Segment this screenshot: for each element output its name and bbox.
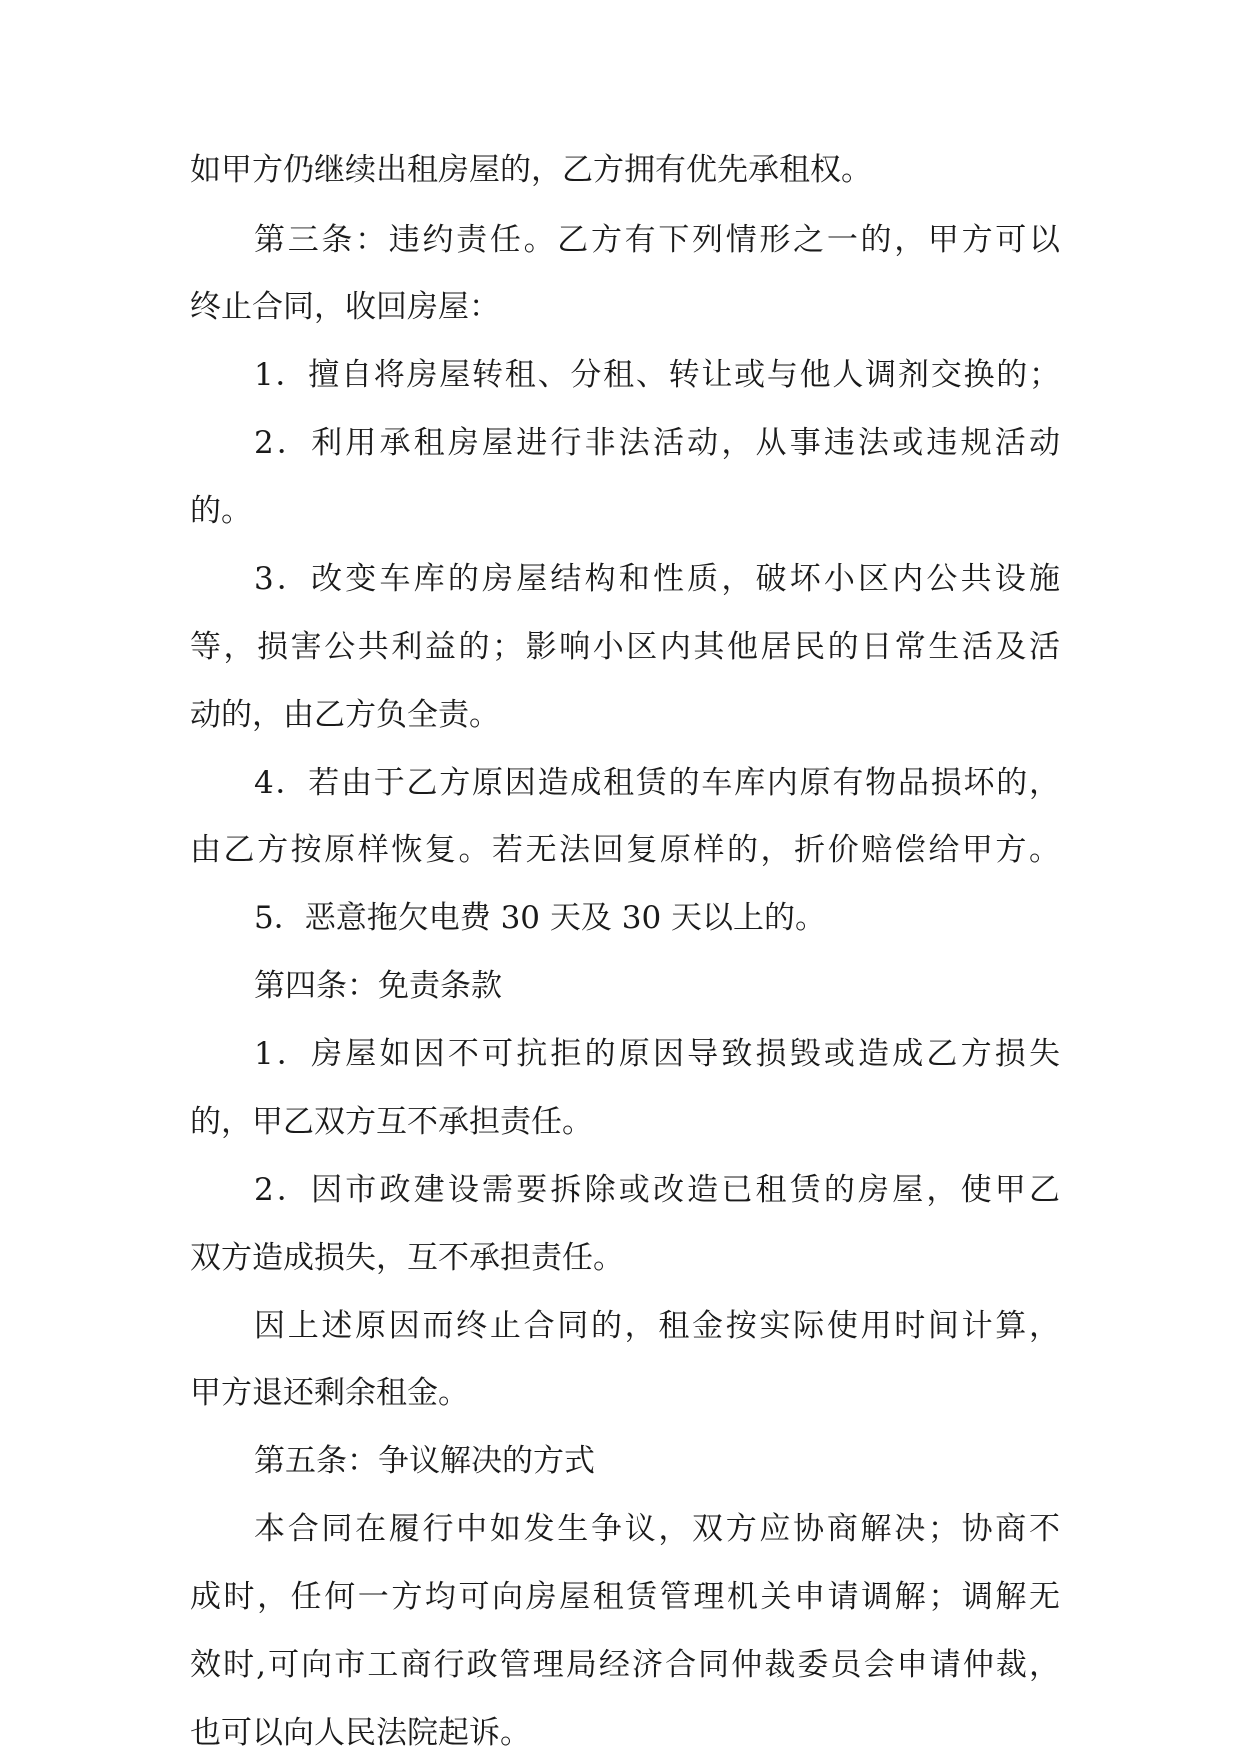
- text-line: 双方造成损失，互不承担责任。: [190, 1240, 624, 1276]
- text-line: 效时,可向市工商行政管理局经济合同仲裁委员会申请仲裁，: [190, 1647, 1060, 1683]
- text-line: 终止合同，收回房屋：: [190, 289, 500, 325]
- text-line: 第五条：争议解决的方式: [254, 1443, 595, 1479]
- text-line: 如甲方仍继续出租房屋的，乙方拥有优先承租权。: [190, 152, 872, 188]
- text-line: 成时，任何一方均可向房屋租赁管理机关申请调解；调解无: [190, 1579, 1060, 1615]
- text-line: 2．利用承租房屋进行非法活动，从事违法或违规活动: [254, 425, 1060, 461]
- text-line: 1．擅自将房屋转租、分租、转让或与他人调剂交换的；: [254, 357, 1060, 393]
- text-line: 1．房屋如因不可抗拒的原因导致损毁或造成乙方损失: [254, 1036, 1060, 1072]
- text-line: 等，损害公共利益的；影响小区内其他居民的日常生活及活: [190, 629, 1060, 665]
- text-line: 4．若由于乙方原因造成租赁的车库内原有物品损坏的，: [254, 765, 1060, 801]
- text-line: 因上述原因而终止合同的，租金按实际使用时间计算，: [254, 1308, 1060, 1344]
- text-line: 也可以向人民法院起诉。: [190, 1715, 531, 1751]
- text-line: 的，甲乙双方互不承担责任。: [190, 1104, 593, 1140]
- text-line: 甲方退还剩余租金。: [190, 1375, 469, 1411]
- text-line: 第四条：免责条款: [254, 968, 502, 1004]
- text-line: 第三条：违约责任。乙方有下列情形之一的，甲方可以: [254, 222, 1060, 258]
- text-line: 的。: [190, 493, 252, 529]
- text-line: 3．改变车库的房屋结构和性质，破坏小区内公共设施: [254, 561, 1060, 597]
- text-line: 本合同在履行中如发生争议，双方应协商解决；协商不: [254, 1511, 1060, 1547]
- text-line: 由乙方按原样恢复。若无法回复原样的，折价赔偿给甲方。: [190, 832, 1060, 868]
- text-line: 2．因市政建设需要拆除或改造已租赁的房屋，使甲乙: [254, 1172, 1060, 1208]
- text-line: 动的，由乙方负全责。: [190, 697, 500, 733]
- text-line: 5．恶意拖欠电费 30 天及 30 天以上的。: [254, 900, 827, 936]
